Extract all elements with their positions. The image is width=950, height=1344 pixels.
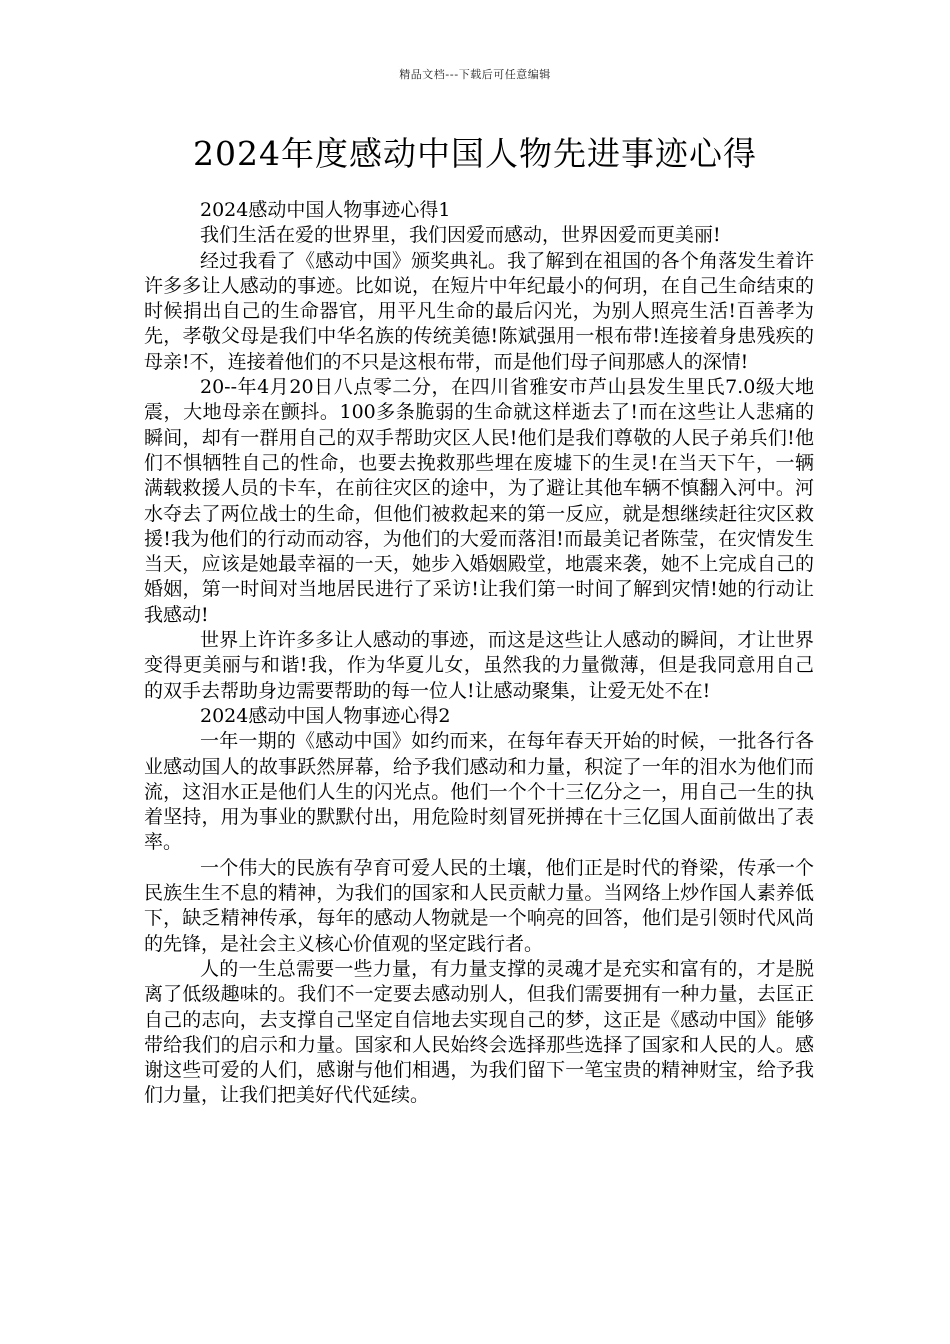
document-title: 2024年度感动中国人物先进事迹心得 <box>193 134 757 173</box>
paragraph: 经过我看了《感动中国》颁奖典礼。我了解到在祖国的各个角落发生着许许多多让人感动的事迹。比如说，在短片中年纪最小的何玥，在自己生命结束的时候捐出自己的生命器官，用平凡生命的最后闪光，为别人照亮生活!百善孝为先，孝敬父母是我们中华名族的传统美德!陈斌强用一根布带!连接着身患残疾的母亲!不，连接着他们的不只是这根布带，而是他们母子间那感人的深情! <box>144 249 814 373</box>
paragraph: 一个伟大的民族有孕育可爱人民的土壤，他们正是时代的脊梁，传承一个民族生生不息的精神，为我们的国家和人民贡献力量。当网络上炒作国人素养低下，缺乏精神传承，每年的感动人物就是一个响亮的回答，他们是引领时代风尚的先锋，是社会主义核心价值观的坚定践行者。 <box>144 856 814 955</box>
paragraph: 世界上许许多多让人感动的事迹，而这是这些让人感动的瞬间，才让世界变得更美丽与和谐!我，作为华夏儿女，虽然我的力量微薄，但是我同意用自己的双手去帮助身边需要帮助的每一位人!让感动聚集，让爱无处不在! <box>144 629 814 702</box>
page-header-note: 精品文档---下载后可任意编辑 <box>399 68 551 81</box>
section-heading: 2024感动中国人物事迹心得2 <box>200 704 451 727</box>
section-heading: 2024感动中国人物事迹心得1 <box>200 199 451 221</box>
document-body <box>144 198 814 1109</box>
paragraph: 我们生活在爱的世界里，我们因爱而感动，世界因爱而更美丽! <box>200 224 721 247</box>
paragraph: 一年一期的《感动中国》如约而来，在每年春天开始的时候，一批各行各业感动国人的故事跃然屏幕，给予我们感动和力量，积淀了一年的泪水为他们而流，这泪水正是他们人生的闪光点。他们一个个十三亿分之一，用自己一生的执着坚持，用为事业的默默付出，用危险时刻冒死拼搏在十三亿国人面前做出了表率。 <box>144 730 814 854</box>
paragraph: 人的一生总需要一些力量，有力量支撑的灵魂才是充实和富有的，才是脱离了低级趣味的。我们不一定要去感动别人，但我们需要拥有一种力量，去匡正自己的志向，去支撑自己坚定自信地去实现自己的梦，这正是《感动中国》能够带给我们的启示和力量。国家和人民始终会选择那些选择了国家和人民的人。感谢这些可爱的人们，感谢与他们相遇，为我们留下一笔宝贵的精神财宝，给予我们力量，让我们把美好代代延续。 <box>144 957 814 1107</box>
paragraph: 20--年4月20日八点零二分，在四川省雅安市芦山县发生里氏7.0级大地震，大地母亲在颤抖。100多条脆弱的生命就这样逝去了!而在这些让人悲痛的瞬间，却有一群用自己的双手帮助灾区人民!他们是我们尊敬的人民子弟兵们!他们不惧牺牲自己的性命，也要去挽救那些埋在废墟下的生灵!在当天下午，一辆满载救援人员的卡车，在前往灾区的途中，为了避让其他车辆不慎翻入河中。河水夺去了两位战士的生命，但他们被救起来的第一反应，就是想继续赶往灾区救援!我为他们的行动而动容，为他们的大爱而落泪!而最美记者陈莹，在灾情发生当天，应该是她最幸福的一天，她步入婚姻殿堂，地震来袭，她不上完成自己的婚姻，第一时间对当地居民进行了采访!让我们第一时间了解到灾情!她的行动让我感动! <box>144 376 814 626</box>
